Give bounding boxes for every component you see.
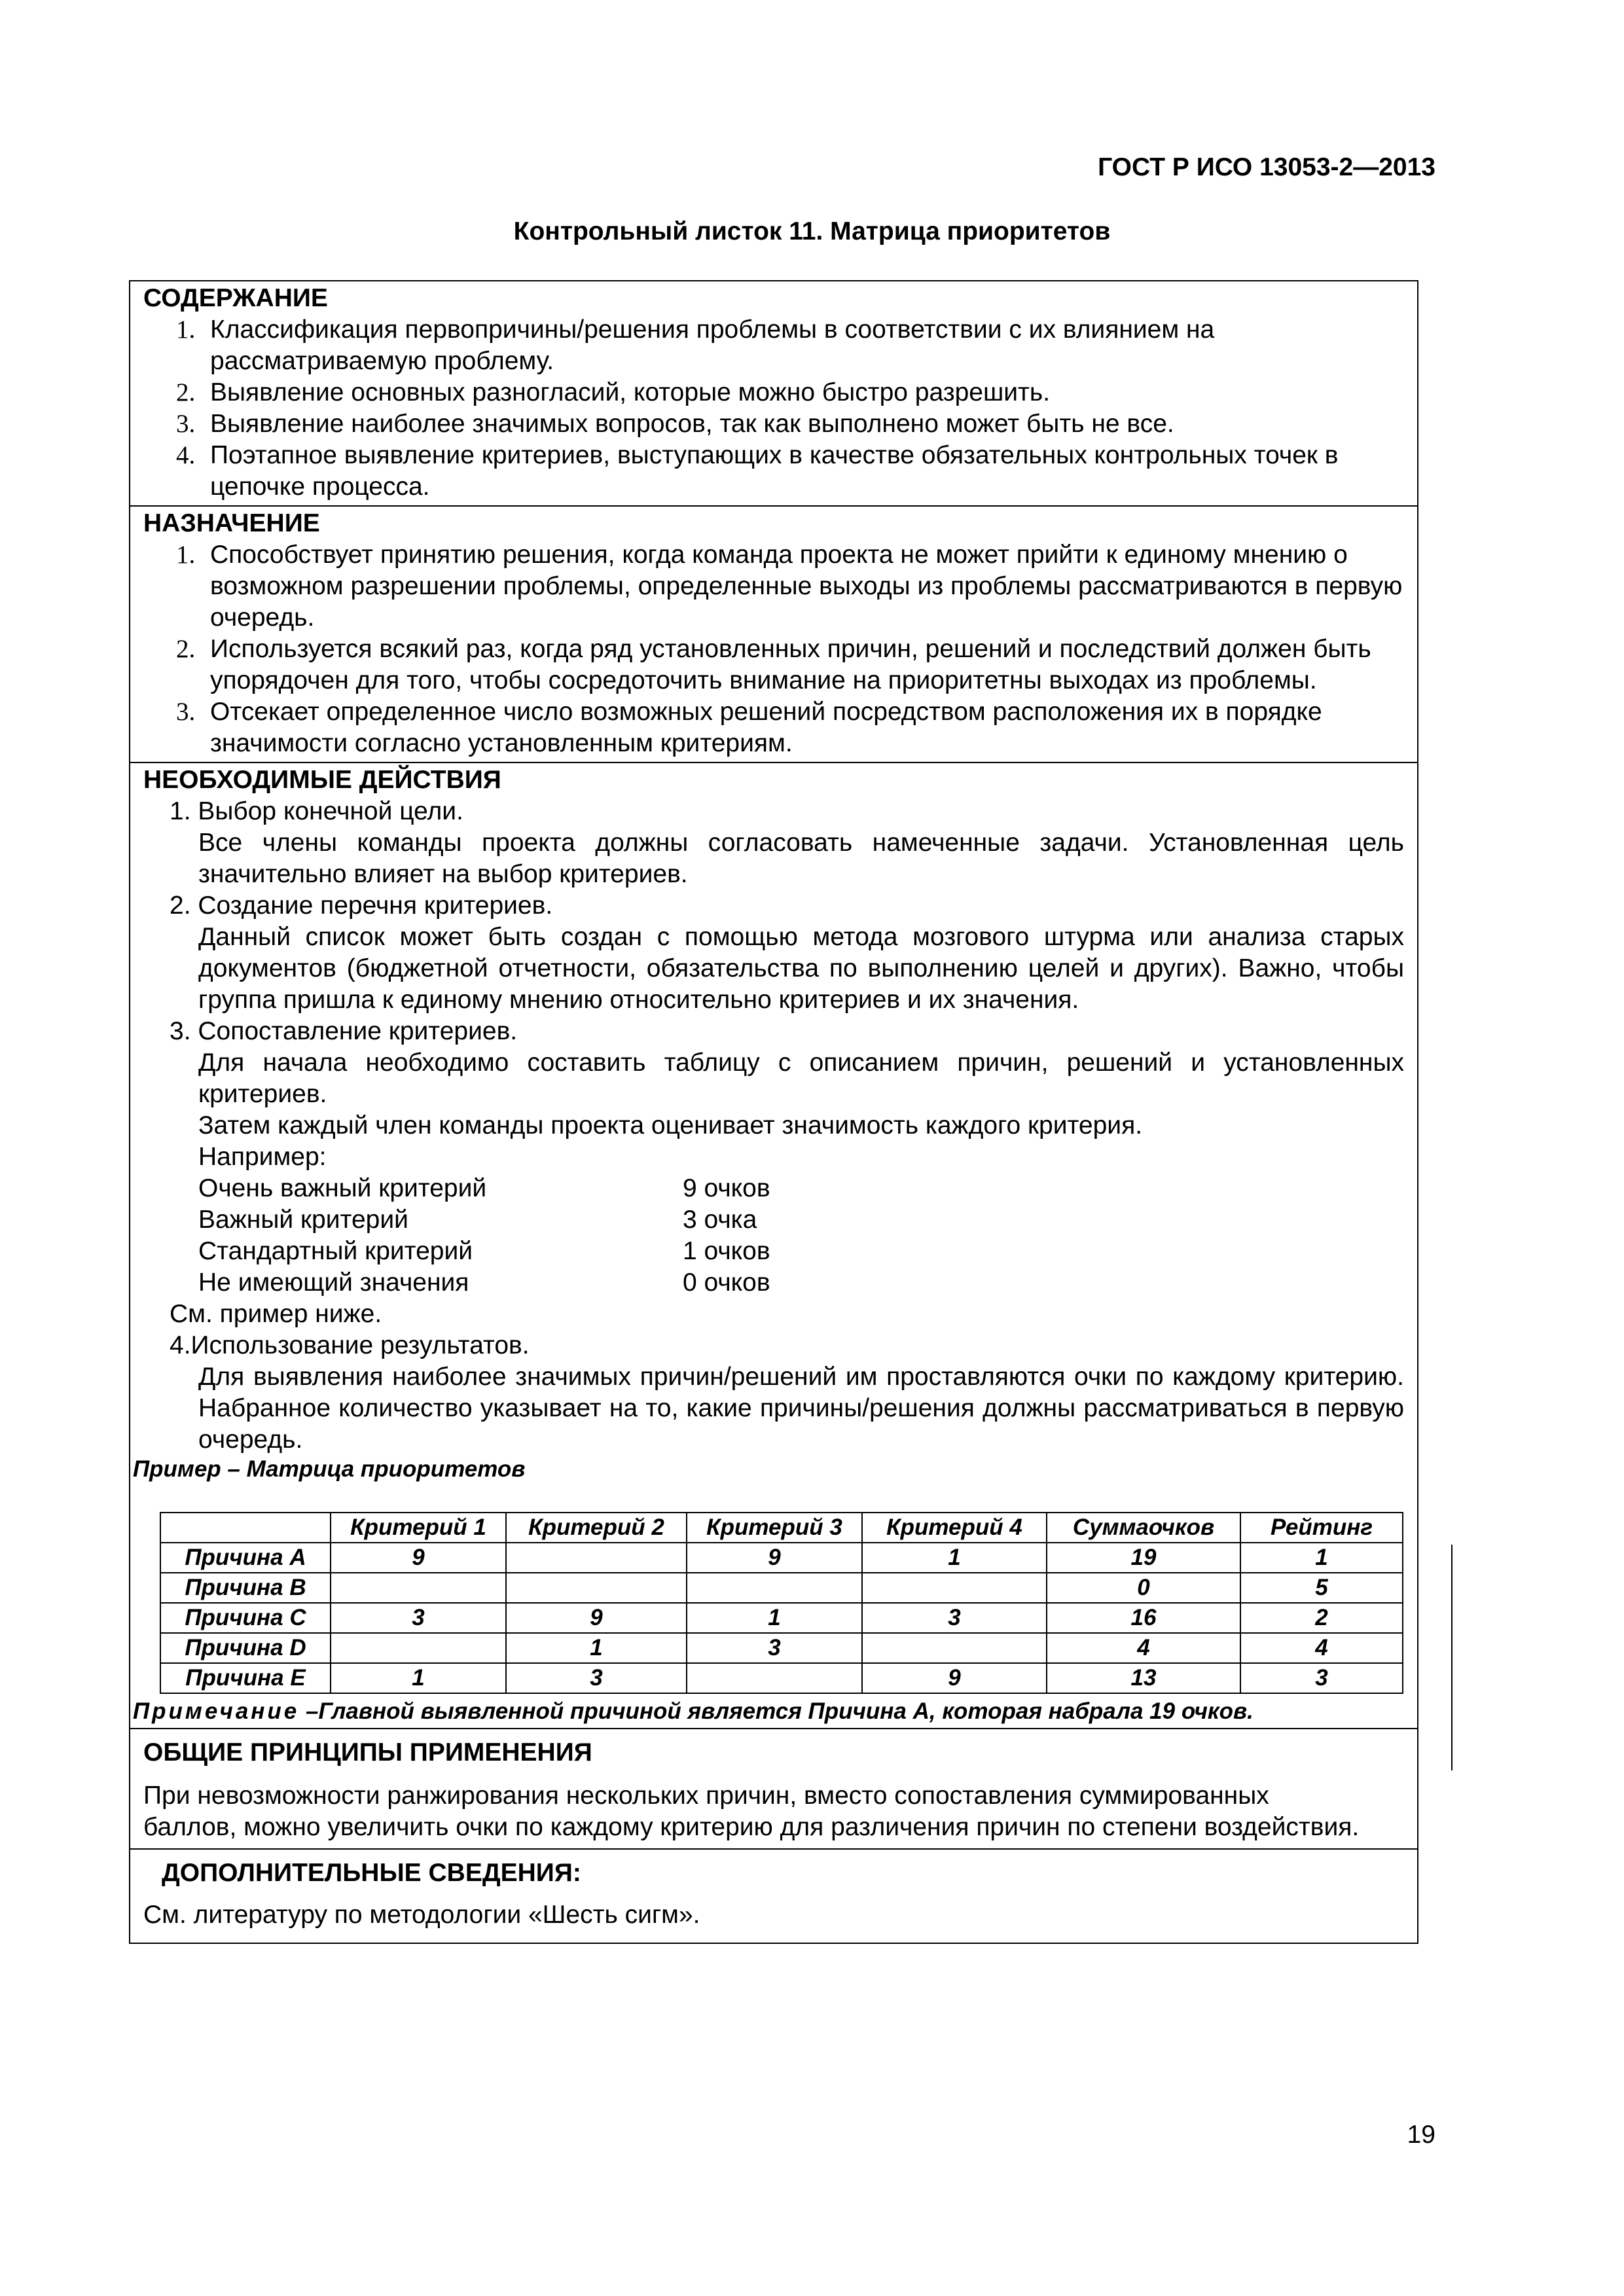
column-header: Критерий 2 bbox=[506, 1513, 687, 1543]
table-cell: 3 bbox=[862, 1603, 1047, 1633]
table-cell: 4 bbox=[1047, 1633, 1240, 1663]
table-cell: 3 bbox=[331, 1603, 506, 1633]
table-cell: 9 bbox=[331, 1543, 506, 1573]
principles-section bbox=[130, 1729, 1417, 1850]
step-body: Для начала необходимо составить таблицу с описанием причин, решений и установленных критериев. bbox=[198, 1049, 1404, 1108]
table-cell: 3 bbox=[506, 1663, 687, 1693]
step-title: 4.Использование результатов. bbox=[170, 1331, 530, 1359]
list-item: 2. Выявление основных разногласий, которые можно быстро разрешить. bbox=[176, 378, 1051, 406]
table-cell bbox=[687, 1663, 862, 1693]
extra-heading: ДОПОЛНИТЕЛЬНЫЕ СВЕДЕНИЯ: bbox=[162, 1859, 581, 1887]
table-cell: 1 bbox=[1240, 1543, 1403, 1573]
score-row: Важный критерий 3 очка bbox=[198, 1206, 757, 1234]
purpose-section bbox=[130, 507, 1417, 763]
table-cell bbox=[687, 1573, 862, 1603]
column-header: Критерий 1 bbox=[331, 1513, 506, 1543]
table-cell: 1 bbox=[331, 1663, 506, 1693]
actions-section bbox=[130, 763, 1417, 1729]
table-cell bbox=[331, 1633, 506, 1663]
list-item: 2. Используется всякий раз, когда ряд установленных причин, решений и последствий должен быть упорядочен для того, чтобы сосредоточить внимание на приоритетны выходах из проблемы. bbox=[176, 635, 1371, 694]
table-cell: 16 bbox=[1047, 1603, 1240, 1633]
table-cell: 0 bbox=[1047, 1573, 1240, 1603]
score-row: Стандартный критерий 1 очков bbox=[198, 1237, 770, 1265]
row-header: Причина С bbox=[160, 1603, 331, 1633]
column-header bbox=[160, 1513, 331, 1543]
content-heading: СОДЕРЖАНИЕ bbox=[143, 284, 328, 312]
table-cell: 9 bbox=[862, 1663, 1047, 1693]
content-section bbox=[130, 281, 1417, 507]
principles-heading: ОБЩИЕ ПРИНЦИПЫ ПРИМЕНЕНИЯ bbox=[143, 1738, 592, 1767]
row-header: Причина D bbox=[160, 1633, 331, 1663]
step-body: Затем каждый член команды проекта оценивает значимость каждого критерия. bbox=[198, 1111, 1143, 1139]
row-header: Причина Е bbox=[160, 1663, 331, 1693]
purpose-list bbox=[143, 539, 1404, 759]
score-row: Не имеющий значения 0 очков bbox=[198, 1268, 770, 1297]
table-cell: 1 bbox=[687, 1603, 862, 1633]
step-title: 1. Выбор конечной цели. bbox=[170, 797, 463, 825]
see-example-text: См. пример ниже. bbox=[170, 1300, 382, 1328]
action-step-2 bbox=[143, 890, 1404, 1016]
table-cell: 4 bbox=[1240, 1633, 1403, 1663]
table-row bbox=[160, 1633, 1403, 1663]
table-cell: 5 bbox=[1240, 1573, 1403, 1603]
example-caption: Пример – Матрица приоритетов bbox=[133, 1456, 526, 1482]
table-row bbox=[160, 1573, 1403, 1603]
column-header: Рейтинг bbox=[1240, 1513, 1403, 1543]
row-header: Причина А bbox=[160, 1543, 331, 1573]
step-body: Все члены команды проекта должны согласовать намеченные задачи. Установленная цель значительно влияет на выбор критериев. bbox=[198, 829, 1404, 888]
note-label: Примечание bbox=[133, 1698, 300, 1724]
list-item: 4. Поэтапное выявление критериев, выступающих в качестве обязательных контрольных точек в цепочке процесса. bbox=[176, 441, 1339, 501]
table-cell: 13 bbox=[1047, 1663, 1240, 1693]
table-header-row bbox=[160, 1513, 1403, 1543]
document-title: Контрольный листок 11. Матрица приоритетов bbox=[513, 217, 1111, 245]
table-cell: 1 bbox=[862, 1543, 1047, 1573]
row-header: Причина В bbox=[160, 1573, 331, 1603]
action-step-4 bbox=[143, 1330, 1404, 1456]
table-cell bbox=[331, 1573, 506, 1603]
table-cell bbox=[506, 1543, 687, 1573]
step-body: Данный список может быть создан с помощью метода мозгового штурма или анализа старых документов (бюджетной отчетности, обязательства по выполнению целей и других). Важно, чтобы группа пришла к единому мнению относительно критериев и их значения. bbox=[198, 923, 1404, 1014]
score-row: Очень важный критерий 9 очков bbox=[198, 1174, 770, 1202]
step-title: 3. Сопоставление критериев. bbox=[170, 1017, 518, 1045]
table-cell: 9 bbox=[687, 1543, 862, 1573]
column-header: Критерий 3 bbox=[687, 1513, 862, 1543]
column-header: Критерий 4 bbox=[862, 1513, 1047, 1543]
table-cell bbox=[862, 1633, 1047, 1663]
table-row bbox=[160, 1603, 1403, 1633]
step-body: Для выявления наиболее значимых причин/решений им проставляются очки по каждому критерию. Набранное количество указывает на то, какие причины/решения должны рассматриваться в первую очередь. bbox=[198, 1363, 1404, 1454]
matrix-note bbox=[133, 1698, 1404, 1725]
column-header: Суммаочков bbox=[1047, 1513, 1240, 1543]
note-text: –Главной выявленной причиной является Причина А, которая набрала 19 очков. bbox=[299, 1698, 1254, 1724]
table-cell: 3 bbox=[1240, 1663, 1403, 1693]
priority-matrix-table bbox=[160, 1512, 1403, 1694]
table-cell bbox=[862, 1573, 1047, 1603]
checklist-frame bbox=[129, 280, 1418, 1944]
list-item: 1. Классификация первопричины/решения проблемы в соответствии с их влиянием на рассматриваемую проблему. bbox=[176, 315, 1215, 375]
table-cell: 3 bbox=[687, 1633, 862, 1663]
content-list bbox=[143, 314, 1404, 503]
margin-line bbox=[1451, 1545, 1453, 1770]
page-number: 19 bbox=[1407, 2121, 1435, 2149]
table-cell: 1 bbox=[506, 1633, 687, 1663]
action-step-1 bbox=[143, 796, 1404, 890]
extra-section bbox=[130, 1850, 1417, 1943]
action-step-3 bbox=[143, 1016, 1404, 1330]
list-item: 1. Способствует принятию решения, когда команда проекта не может прийти к единому мнению о возможном разрешении проблемы, определенные выходы из проблемы рассматриваются в первую очередь. bbox=[176, 541, 1403, 632]
actions-heading: НЕОБХОДИМЫЕ ДЕЙСТВИЯ bbox=[143, 766, 501, 794]
principles-text: При невозможности ранжирования нескольких причин, вместо сопоставления суммированных баллов, можно увеличить очки по каждому критерию для различения причин по степени воздействия. bbox=[143, 1782, 1360, 1841]
step-title: 2. Создание перечня критериев. bbox=[170, 891, 553, 920]
table-cell bbox=[506, 1573, 687, 1603]
list-item: 3. Отсекает определенное число возможных решений посредством расположения их в порядке значимости согласно установленным критериям. bbox=[176, 698, 1322, 757]
table-cell: 9 bbox=[506, 1603, 687, 1633]
list-item: 3. Выявление наиболее значимых вопросов, так как выполнено может быть не все. bbox=[176, 410, 1174, 438]
purpose-heading: НАЗНАЧЕНИЕ bbox=[143, 509, 320, 537]
table-cell: 2 bbox=[1240, 1603, 1403, 1633]
table-row bbox=[160, 1543, 1403, 1573]
standard-code: ГОСТ Р ИСО 13053-2—2013 bbox=[1098, 153, 1435, 181]
table-cell: 19 bbox=[1047, 1543, 1240, 1573]
extra-text: См. литературу по методологии «Шесть сигм». bbox=[143, 1901, 700, 1929]
table-row bbox=[160, 1663, 1403, 1693]
example-label: Например: bbox=[198, 1143, 327, 1171]
